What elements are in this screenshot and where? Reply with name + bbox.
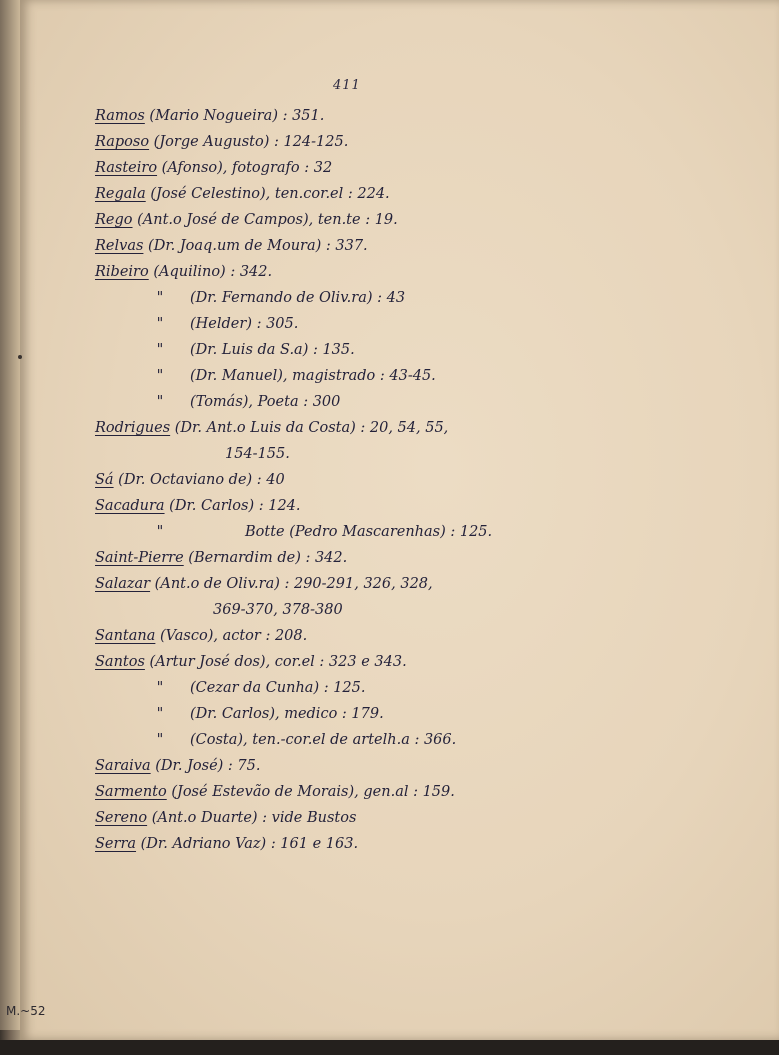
- entry-details: (Artur José dos), cor.el : 323 e 343.: [144, 654, 407, 670]
- entry-details: (José Estevão de Morais), gen.al : 159.: [166, 784, 455, 800]
- entry-surname: Ribeiro: [95, 264, 149, 280]
- entry-surname: Ramos: [95, 108, 145, 124]
- index-entry: [95, 571, 735, 597]
- ditto-mark: ": [156, 524, 164, 540]
- entry-surname: Rego: [95, 212, 133, 228]
- index-entry-ditto: [95, 727, 735, 753]
- entry-surname: Raposo: [95, 134, 150, 150]
- index-entry: [95, 259, 735, 285]
- entry-details: (Afonso), fotografo : 32: [157, 160, 333, 176]
- index-entry-ditto: [95, 363, 735, 389]
- entry-surname: Saint-Pierre: [95, 550, 184, 566]
- ditto-mark: ": [156, 732, 164, 748]
- index-entry: [95, 129, 735, 155]
- previous-page-edge: [0, 0, 21, 1030]
- ditto-mark: ": [156, 394, 164, 410]
- index-entries-list: [95, 103, 735, 857]
- entry-details: (Cezar da Cunha) : 125.: [190, 680, 366, 696]
- entry-details: (Dr. Carlos) : 124.: [164, 498, 301, 514]
- index-entry: [95, 493, 735, 519]
- entry-details: (Ant.o Duarte) : vide Bustos: [147, 810, 357, 826]
- entry-details: (Dr. Luis da S.a) : 135.: [190, 342, 355, 358]
- scan-bottom-band: [0, 1040, 779, 1055]
- entry-details: Botte (Pedro Mascarenhas) : 125.: [245, 524, 493, 540]
- entry-details: (José Celestino), ten.cor.el : 224.: [145, 186, 390, 202]
- index-entry: [95, 545, 735, 571]
- entry-details: (Vasco), actor : 208.: [155, 628, 308, 644]
- entry-surname: Rodrigues: [95, 420, 171, 436]
- entry-details: (Jorge Augusto) : 124-125.: [149, 134, 349, 150]
- ditto-mark: ": [156, 290, 164, 306]
- index-entry-ditto: [95, 285, 735, 311]
- entry-details: (Tomás), Poeta : 300: [190, 394, 341, 410]
- entry-details: (Dr. José) : 75.: [150, 758, 261, 774]
- entry-surname: Sacadura: [95, 498, 165, 514]
- entry-surname: Serra: [95, 836, 137, 852]
- entry-details: 154-155.: [225, 446, 290, 462]
- entry-surname: Sereno: [95, 810, 148, 826]
- index-entry-ditto: [95, 519, 735, 545]
- entry-surname: Sá: [95, 472, 114, 488]
- index-entry: [95, 207, 735, 233]
- entry-details: (Dr. Carlos), medico : 179.: [190, 706, 384, 722]
- index-entry-continuation: [95, 441, 735, 467]
- entry-details: (Bernardim de) : 342.: [183, 550, 348, 566]
- ditto-mark: ": [156, 316, 164, 332]
- ditto-mark: ": [156, 680, 164, 696]
- ditto-mark: ": [156, 706, 164, 722]
- entry-details: (Aquilino) : 342.: [148, 264, 273, 280]
- index-entry-ditto: [95, 311, 735, 337]
- entry-details: (Ant.o de Oliv.ra) : 290-291, 326, 328,: [150, 576, 433, 592]
- margin-mark: [18, 355, 22, 359]
- index-entry: [95, 103, 735, 129]
- index-entry: [95, 623, 735, 649]
- index-entry: [95, 467, 735, 493]
- entry-details: (Dr. Manuel), magistrado : 43-45.: [190, 368, 436, 384]
- archive-shelf-mark: M.~52: [6, 1004, 46, 1018]
- index-entry: [95, 779, 735, 805]
- entry-surname: Relvas: [95, 238, 144, 254]
- page-number: 411: [333, 78, 361, 93]
- index-entry: [95, 753, 735, 779]
- index-entry: [95, 831, 735, 857]
- ditto-mark: ": [156, 368, 164, 384]
- entry-details: (Helder) : 305.: [190, 316, 299, 332]
- entry-details: (Dr. Octaviano de) : 40: [113, 472, 285, 488]
- index-entry-ditto: [95, 389, 735, 415]
- entry-surname: Santos: [95, 654, 145, 670]
- ditto-mark: ": [156, 342, 164, 358]
- index-entry: [95, 649, 735, 675]
- index-entry: [95, 805, 735, 831]
- entry-details: (Dr. Fernando de Oliv.ra) : 43: [190, 290, 406, 306]
- entry-details: (Ant.o José de Campos), ten.te : 19.: [132, 212, 398, 228]
- index-entry-ditto: [95, 337, 735, 363]
- index-entry-continuation: [95, 597, 735, 623]
- entry-surname: Salazar: [95, 576, 151, 592]
- index-entry-ditto: [95, 675, 735, 701]
- index-entry: [95, 415, 735, 441]
- entry-details: 369-370, 378-380: [213, 602, 343, 618]
- index-entry: [95, 233, 735, 259]
- entry-details: (Dr. Joaq.um de Moura) : 337.: [143, 238, 368, 254]
- entry-surname: Regala: [95, 186, 146, 202]
- entry-details: (Mario Nogueira) : 351.: [144, 108, 325, 124]
- entry-surname: Sarmento: [95, 784, 167, 800]
- entry-surname: Santana: [95, 628, 156, 644]
- entry-surname: Rasteiro: [95, 160, 158, 176]
- index-entry: [95, 181, 735, 207]
- entry-details: (Costa), ten.-cor.el de artelh.a : 366.: [190, 732, 457, 748]
- entry-details: (Dr. Adriano Vaz) : 161 e 163.: [136, 836, 359, 852]
- index-entry-ditto: [95, 701, 735, 727]
- entry-surname: Saraiva: [95, 758, 151, 774]
- entry-details: (Dr. Ant.o Luis da Costa) : 20, 54, 55,: [170, 420, 449, 436]
- index-entry: [95, 155, 735, 181]
